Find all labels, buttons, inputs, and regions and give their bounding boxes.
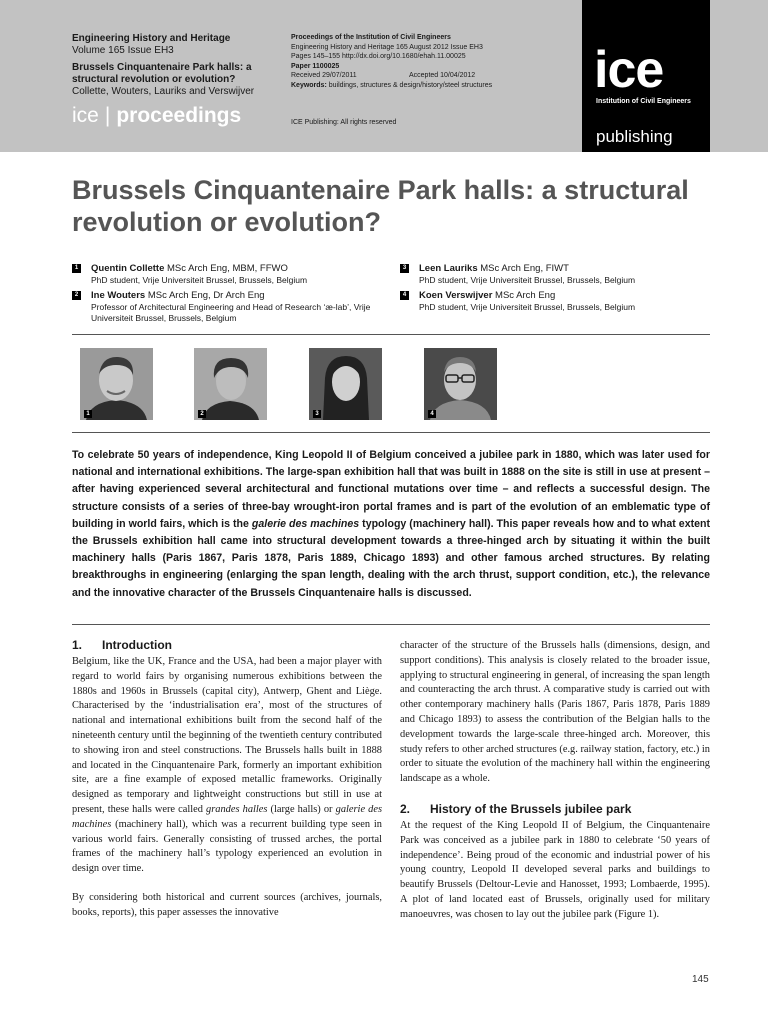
intro-text: Belgium, like the UK, France and the USA, had been a major player with regard to world fairs by organising numerous exhibitions between the 1880s and 1960s in Brussels (capital city), Antwerp, Ghent and Liège. Characterised by the ‘industrialisation era’, most of the structures of national and international exhibitions built from the second half of the nineteenth century until the beginning of the twentieth century contributed to showing iron and steel constructions. The Brussels halls built in 1888 and located in the Cinquantenaire Park, formerly an important exhibition site, are a fine example of exposed metallic frameworks. Originally designed as temporary and lightweight constructions but still in use at present, these halls were called	[72, 656, 382, 815]
intro-paragraph-3: character of the structure of the Brussels halls (dimensions, design, and support conditions). This analysis is closely related to the broader issue, applying to structural engineering in general, of increasing the span length and counteracting the arch thrust. A comparative study is carried out with other contemporary machinery halls (Paris 1867, Paris 1878, Paris 1889 and Chicago 1893) to assess the contribution of the Belgian halls to the development towards the large-scale three-hinged arch. Moreover, this study refers to other arched structures (e.g. railway station, factory, etc.) in order to situate the evolution of the machinery hall within the engineering landscape as a whole.	[400, 640, 710, 785]
keywords-line	[291, 81, 506, 91]
intro-text: (large halls) or	[267, 803, 336, 815]
ice-proceedings-brand	[72, 104, 241, 128]
ice-word: ice	[72, 104, 99, 127]
photo-number-badge: 2	[198, 410, 206, 418]
author-degrees: MSc Arch Eng, FIWT	[477, 263, 569, 274]
author-number-badge: 2	[72, 291, 81, 300]
paper-number: Paper 1100025	[291, 62, 340, 70]
keywords-label: Keywords:	[291, 81, 327, 89]
page-number: 145	[692, 974, 709, 985]
authors-left-column	[72, 263, 402, 328]
proceedings-title: Proceedings of the Institution of Civil Engineers	[291, 34, 451, 41]
divider-body	[72, 624, 710, 625]
authors-right-column	[400, 263, 710, 317]
photo-number-badge: 1	[84, 410, 92, 418]
publication-details	[291, 33, 506, 126]
author-degrees: MSc Arch Eng, MBM, FFWO	[164, 263, 288, 274]
section-number: 2.	[400, 801, 411, 816]
header-paper-title: Brussels Cinquantenaire Park halls: a structural revolution or evolution?	[72, 62, 252, 85]
abstract-text-part2: typology (machinery hall). This paper reveals how and to what extent the Brussels exhibition hall came into structural development towards a three-hinged arch by situating it within the built machinery halls (Paris 1867, Paris 1878, Paris 1889, Chicago 1893) and other famous arched structures. By relating breakthroughs in engineering (enlarging the span length, dealing with the arch thrust, support condition, etc.), the relevance and the innovative character of the Brussels Cinquantenaire halls is discussed.	[72, 517, 711, 599]
journal-header	[0, 0, 768, 152]
logo-institution-text: Institution of Civil Engineers	[596, 98, 691, 105]
abstract-text-part1: To celebrate 50 years of independence, King Leopold II of Belgium conceived a jubilee park in 1880, which was later used for national and international exhibitions. The large-span exhibition hall that was built in 1888 on the site is still in use at present – after having experienced several architectural and functional mutations over time – and reflects a successful design. The structure consists of a series of three-bay wrought-iron portal frames and is part of the evolution of an emblematic type of building in world fairs, which is the	[72, 449, 710, 530]
author-name: Ine Wouters	[91, 290, 146, 301]
section-title: Introduction	[102, 638, 172, 652]
author-number-badge: 3	[400, 264, 409, 273]
logo-publishing-text: publishing	[596, 127, 673, 146]
journal-volume: Volume 165 Issue EH3	[72, 45, 174, 56]
header-citation	[72, 33, 272, 98]
proceedings-word: proceedings	[116, 104, 242, 127]
author-degrees: MSc Arch Eng	[492, 290, 556, 301]
author-affiliation: PhD student, Vrije Universiteit Brussel, Brussels, Belgium	[419, 275, 636, 285]
intro-paragraph-2: By considering both historical and current sources (archives, journals, books, reports), this paper assesses the innovative	[72, 891, 382, 918]
paper-title: Brussels Cinquantenaire Park halls: a structural revolution or evolution?	[72, 175, 689, 237]
photo-number-badge: 3	[313, 410, 321, 418]
abstract-italic-term: galerie des machines	[251, 517, 360, 530]
body-column-right	[400, 639, 710, 923]
accepted-date: Accepted 10/04/2012	[409, 72, 476, 80]
header-authors: Collette, Wouters, Lauriks and Verswijver	[72, 86, 255, 97]
section-title: History of the Brussels jubilee park	[430, 801, 632, 816]
intro-text: (machinery hall), which was a recurrent building type seen in various world fairs. Generally consisting of trussed arches, the portal frames of the machinery hall’s typology experienced an evolution in design over time.	[72, 818, 382, 875]
author-entry	[400, 290, 710, 313]
body-column-left	[72, 637, 382, 921]
author-entry	[72, 290, 402, 324]
intro-paragraph-1	[72, 655, 382, 877]
received-date: Received 29/07/2011	[291, 72, 357, 80]
author-affiliation: Professor of Architectural Engineering and Head of Research ‘æ-lab’, Vrije Universiteit Brussel, Brussels, Belgium	[91, 302, 371, 323]
section-heading-history	[400, 801, 710, 817]
keywords-text: buildings, structures & design/history/steel structures	[326, 81, 493, 89]
brand-separator: |	[104, 104, 111, 127]
author-entry	[400, 263, 710, 286]
author-affiliation: PhD student, Vrije Universiteit Brussel, Brussels, Belgium	[91, 275, 308, 285]
history-paragraph-1: At the request of the King Leopold II of Belgium, the Cinquantenaire Park was conceived as a jubilee park in 1880 to celebrate ‘50 years of independence’. Being proud of the economic and industrial power of his young country, Leopold II developed several parks and buildings to beautify Brussels (Deltour-Levie and Hanosset, 1993; Lombaerde, 1995). A plot of land located east of Brussels, originally used for military manoeuvres, was chosen to lay out the jubilee park (Figure 1).	[400, 819, 710, 920]
ice-publishing-logo	[582, 0, 710, 152]
photo-number-badge: 4	[428, 410, 436, 418]
author-photo	[309, 348, 382, 420]
pages-doi-line: Pages 145–155 http://dx.doi.org/10.1680/ehah.11.00025	[291, 53, 466, 61]
author-degrees: MSc Arch Eng, Dr Arch Eng	[145, 290, 265, 301]
rights-statement: ICE Publishing: All rights reserved	[291, 119, 397, 126]
journal-title: Engineering History and Heritage	[72, 33, 231, 44]
author-number-badge: 1	[72, 264, 81, 273]
intro-italic-term: galerie des machines	[72, 803, 383, 830]
abstract	[72, 447, 710, 602]
dates-row	[291, 71, 506, 81]
author-name: Leen Lauriks	[419, 263, 478, 274]
author-photo	[424, 348, 497, 420]
author-name: Quentin Collette	[91, 263, 165, 274]
author-photo	[194, 348, 267, 420]
author-number-badge: 4	[400, 291, 409, 300]
author-affiliation: PhD student, Vrije Universiteit Brussel, Brussels, Belgium	[419, 302, 636, 312]
author-photo	[80, 348, 153, 420]
divider-top	[72, 334, 710, 335]
author-name: Koen Verswijver	[419, 290, 493, 301]
intro-italic-term: grandes halles	[206, 803, 268, 815]
logo-ice-text: ice	[594, 41, 664, 99]
section-heading-introduction	[72, 637, 382, 653]
journal-issue-line: Engineering History and Heritage 165 August 2012 Issue EH3	[291, 43, 483, 51]
author-entry	[72, 263, 402, 286]
divider-abstract	[72, 432, 710, 433]
section-number: 1.	[72, 638, 83, 652]
